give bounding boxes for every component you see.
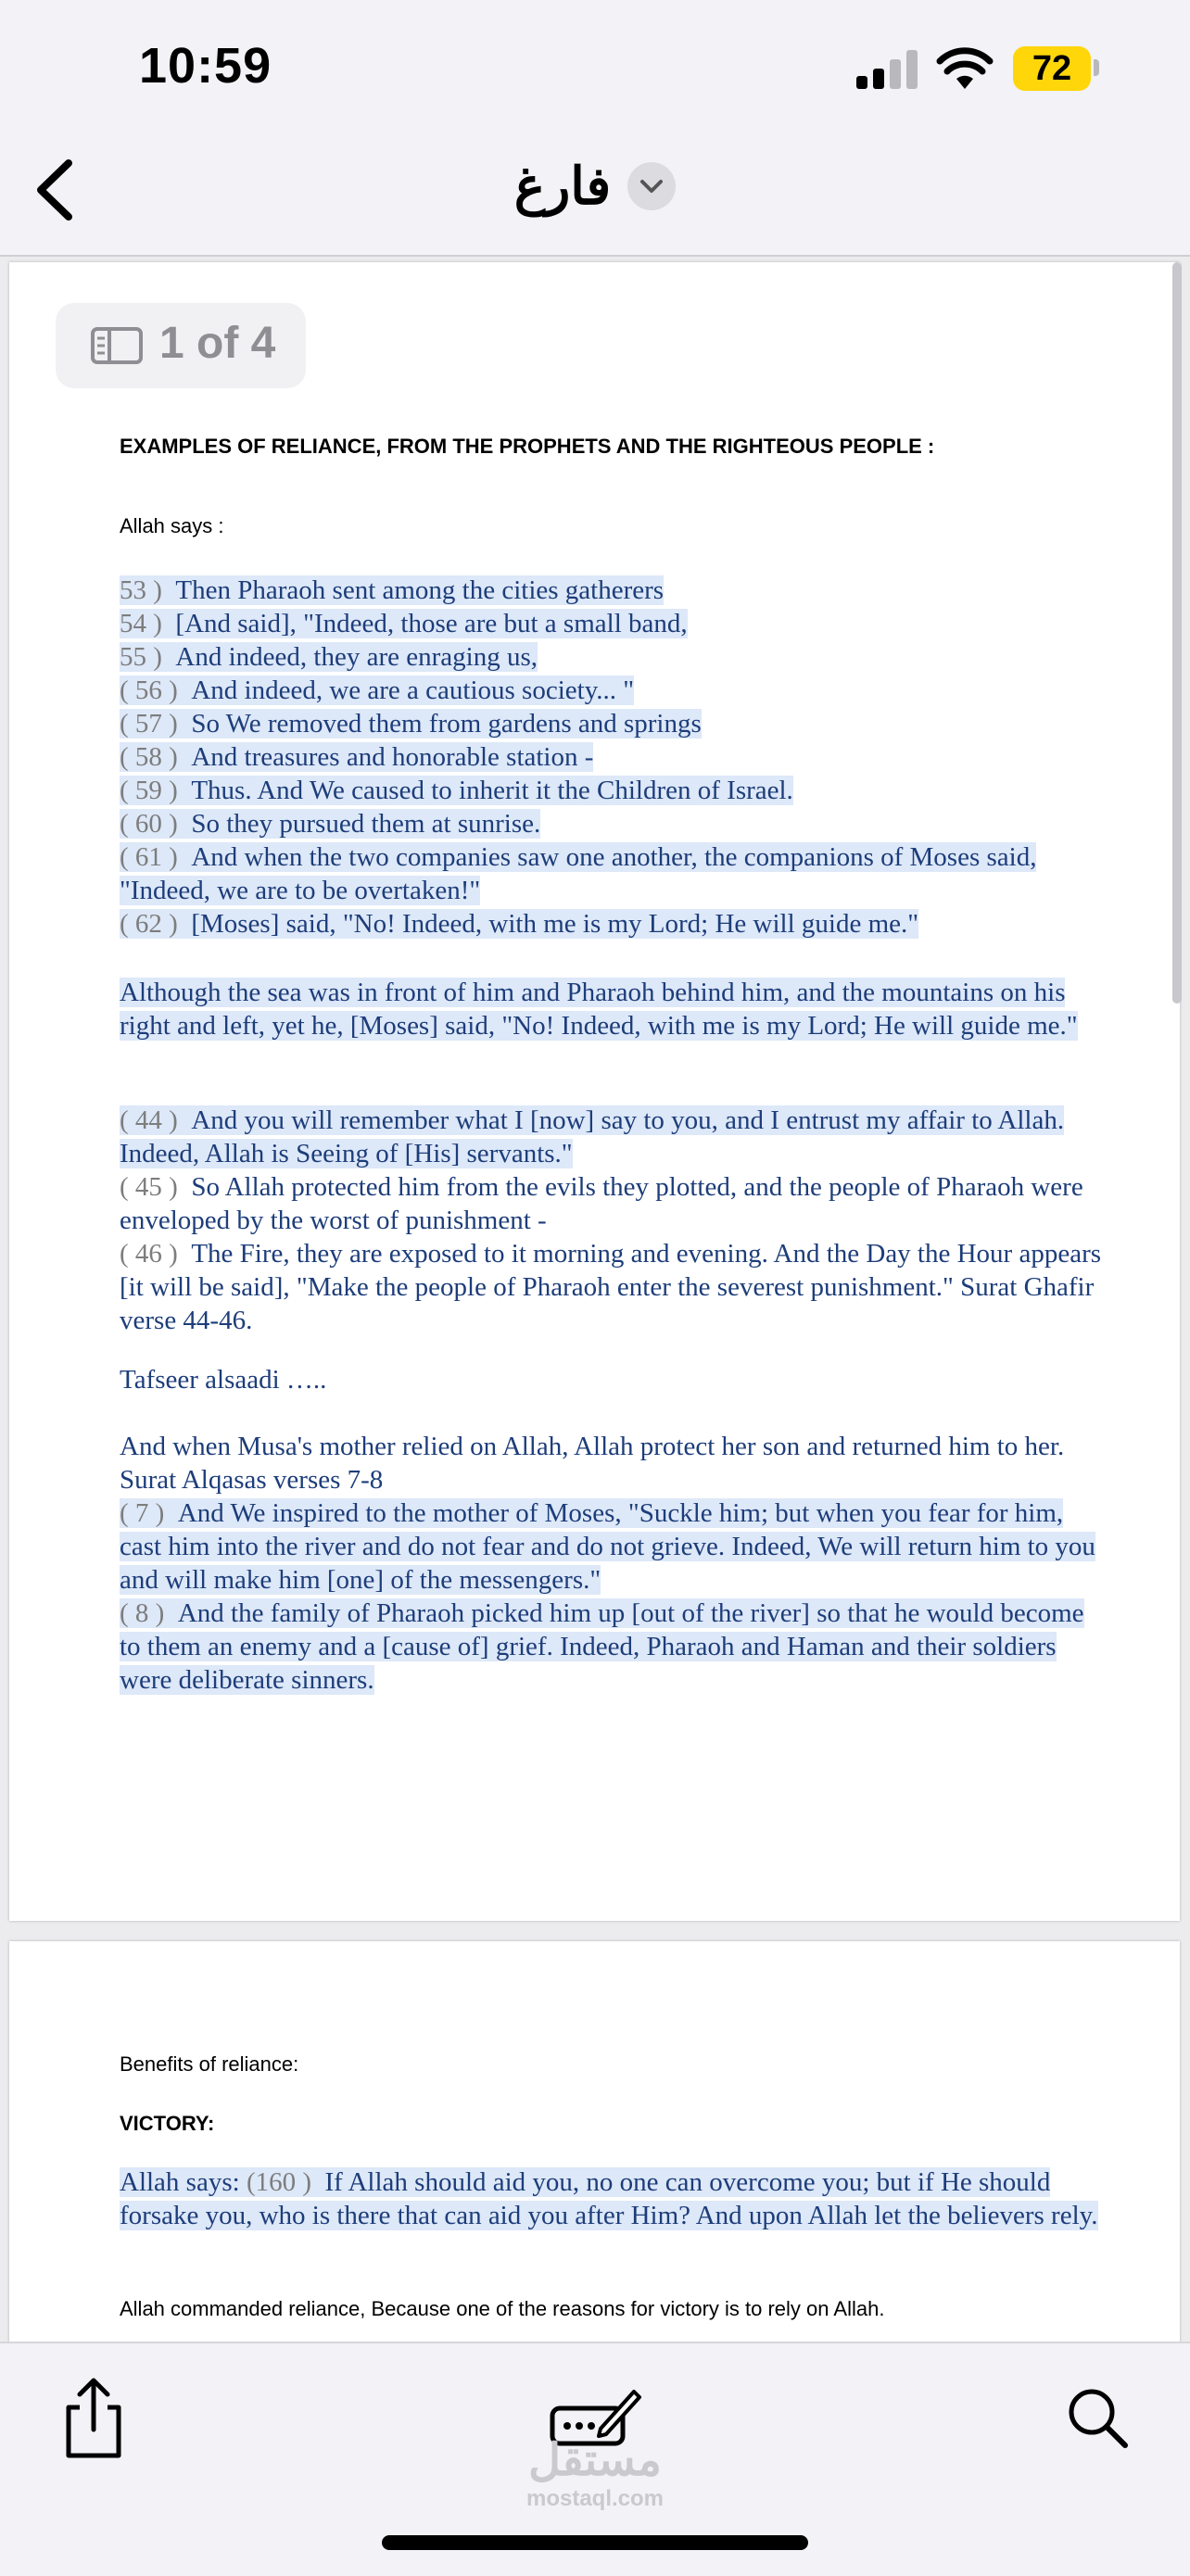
verse-line: ( 8 ) And the family of Pharaoh picked him up [out of the river] so that he would become to them an enemy and a [cause of] grief. Indeed, Pharaoh and Haman and their soldiers were deliberate sinners. — [120, 1598, 1084, 1695]
commanded-text: Allah commanded reliance, Because one of the reasons for victory is to rely on Allah. — [120, 2297, 885, 2320]
verse-line: ( 44 ) And you will remember what I [now] say to you, and I entrust my affair to Allah. Indeed, Allah is Seeing of [His] servants." — [120, 1105, 1065, 1168]
document-title-menu[interactable] — [514, 156, 676, 217]
intro-text: Allah says : — [120, 514, 224, 537]
section-heading: EXAMPLES OF RELIANCE, FROM THE PROPHETS AND THE RIGHTEOUS PEOPLE : — [120, 435, 935, 458]
verse-line: ( 61 ) And when the two companies saw one another, the companions of Moses said, "Indeed, we are to be overtaken!" — [120, 842, 1037, 905]
verse-line: 53 ) Then Pharaoh sent among the cities gatherers — [120, 575, 665, 605]
victory-verse: Allah says: (160 ) If Allah should aid you, no one can overcome you; but if He should forsake you, who is there that can aid you after Him? And upon Allah let the believers rely. — [120, 2167, 1098, 2230]
pdf-page-2 — [9, 1941, 1180, 2342]
nav-bar — [0, 139, 1190, 257]
tafseer-label: Tafseer alsaadi ….. — [120, 1365, 327, 1395]
verse-line: ( 60 ) So they pursued them at sunrise. — [120, 809, 541, 839]
surah-reference: Surat Alqasas verses 7-8 — [120, 1465, 384, 1495]
paragraph-sea: Although the sea was in front of him and Pharaoh behind him, and the mountains on his right and left, yet he, [Moses] said, "No! Indeed, with me is my Lord; He will guide me." — [120, 978, 1078, 1041]
watermark-url: mostaql.com — [525, 2486, 665, 2511]
verse-line: ( 45 ) So Allah protected him from the evils they plotted, and the people of Pharaoh were enveloped by the worst of punishment - — [120, 1172, 1083, 1235]
verse-line: 54 ) [And said], "Indeed, those are but a small band, — [120, 609, 688, 638]
verses-block-a — [120, 574, 1102, 941]
watermark-arabic: مستقل — [528, 2436, 662, 2485]
verse-line: ( 57 ) So We removed them from gardens and springs — [120, 709, 702, 739]
verses-block-b — [120, 1104, 1102, 1337]
watermark — [0, 2436, 1190, 2512]
battery-indicator — [1013, 46, 1091, 91]
verse-line: ( 46 ) The Fire, they are exposed to it morning and evening. And the Day the Hour appears [it will be said], "Make the people of Pharaoh enter the severest punishment." Surat Ghafir verse 44-46. — [120, 1239, 1102, 1335]
cellular-signal-icon — [855, 48, 919, 91]
verse-line: 55 ) And indeed, they are enraging us, — [120, 642, 538, 672]
pdf-page-1 — [9, 262, 1180, 1921]
victory-heading: VICTORY: — [120, 2112, 215, 2135]
page-indicator-label: 1 of 4 — [159, 319, 276, 368]
musa-mother-text: And when Musa's mother relied on Allah, Allah protect her son and returned him to her. — [120, 1432, 1065, 1461]
sidebar-icon — [91, 327, 143, 364]
pdf-viewer[interactable] — [0, 257, 1190, 2342]
battery-tip — [1094, 59, 1099, 76]
battery-level: 72 — [1032, 49, 1072, 88]
home-indicator[interactable] — [382, 2535, 808, 2550]
status-bar — [0, 0, 1190, 139]
wifi-icon — [936, 46, 994, 91]
verse-line: ( 58 ) And treasures and honorable station - — [120, 742, 594, 772]
verse-line: ( 7 ) And We inspired to the mother of Moses, "Suckle him; but when you fear for him, cast him into the river and do not fear and do not grieve. Indeed, We will return him to you and will make him [one] of the messengers." — [120, 1498, 1095, 1595]
chevron-down-icon — [627, 162, 676, 210]
benefits-heading: Benefits of reliance: — [120, 2052, 299, 2076]
verse-line: ( 62 ) [Moses] said, "No! Indeed, with me is my Lord; He will guide me." — [120, 909, 919, 939]
verse-line: ( 59 ) Thus. And We caused to inherit it the Children of Israel. — [120, 776, 793, 805]
page-indicator[interactable] — [56, 303, 306, 388]
document-title: فارغ — [513, 157, 612, 215]
musa-mother-block — [120, 1430, 1102, 1697]
vertical-scrollbar[interactable] — [1172, 262, 1182, 1004]
verse-line: ( 56 ) And indeed, we are a cautious society... " — [120, 676, 635, 705]
status-time: 10:59 — [139, 38, 272, 94]
